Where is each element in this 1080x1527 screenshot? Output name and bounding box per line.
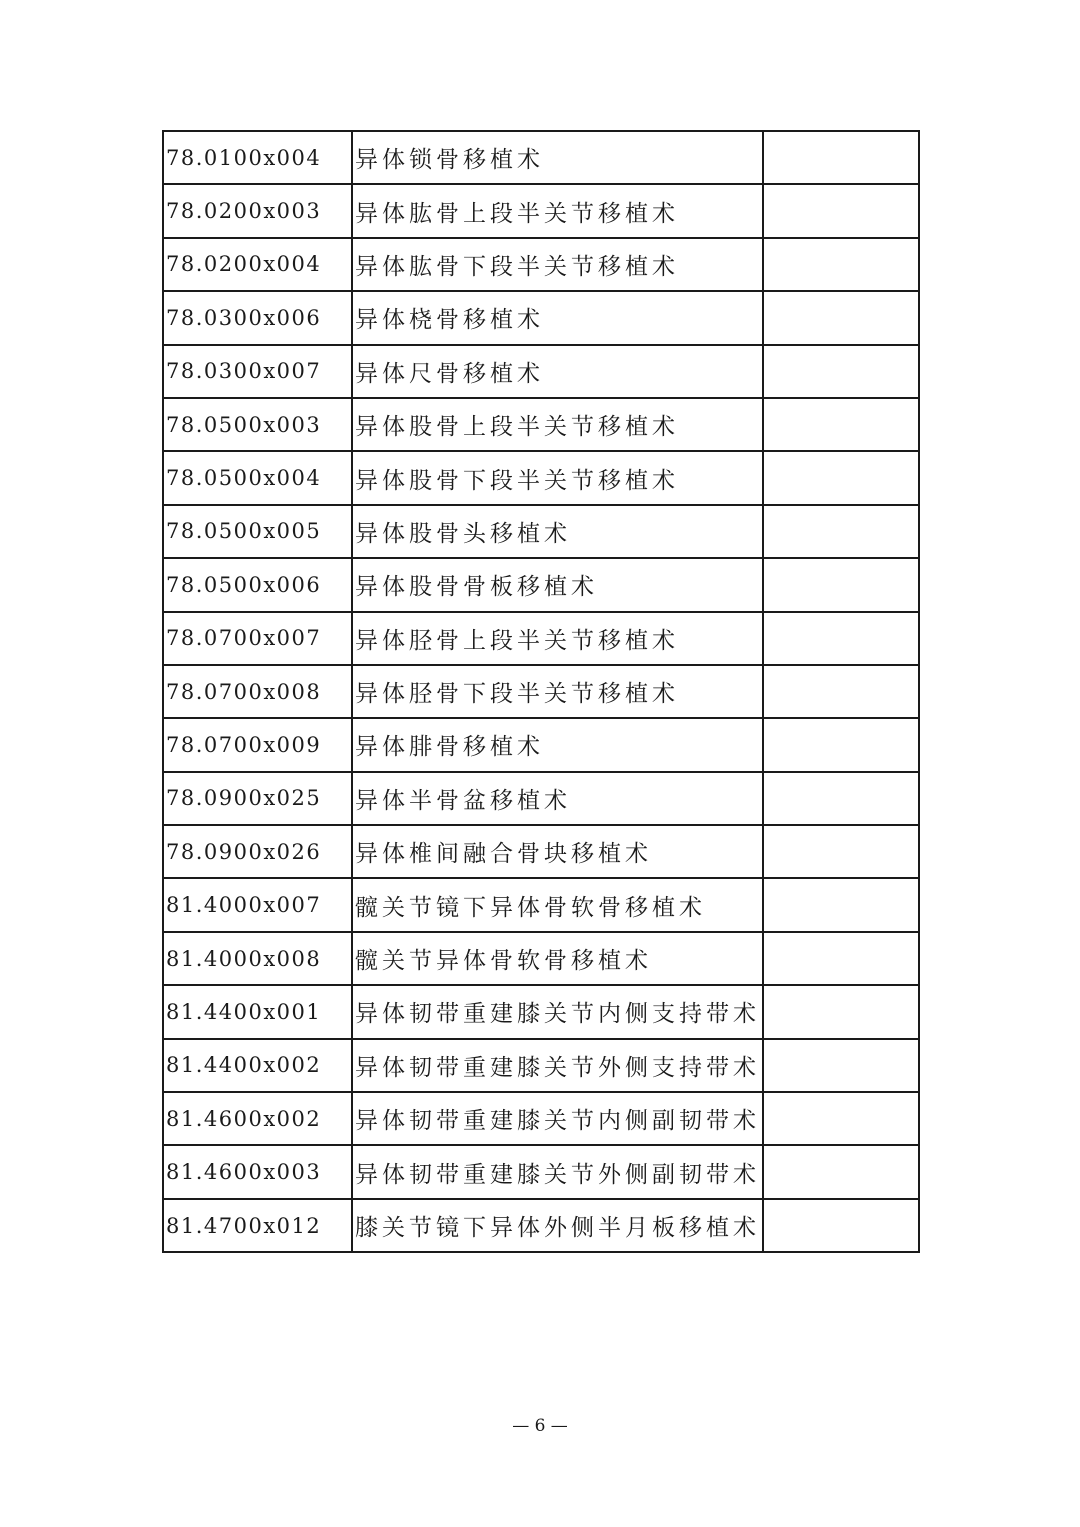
empty-cell [763,238,919,291]
procedure-code-cell: 81.4600x003 [163,1145,352,1198]
table-row [163,932,919,985]
table-row [163,398,919,451]
empty-cell [763,1039,919,1092]
procedure-name-cell: 膝关节镜下异体外侧半月板移植术 [352,1199,763,1252]
table-row [163,772,919,825]
empty-cell [763,184,919,237]
procedure-name-cell: 异体股骨下段半关节移植术 [352,451,763,504]
procedure-name-cell: 异体股骨骨板移植术 [352,558,763,611]
procedure-code-cell: 78.0500x004 [163,451,352,504]
table-row [163,345,919,398]
table-row [163,1039,919,1092]
procedure-code-cell: 78.0500x003 [163,398,352,451]
procedure-code-cell: 78.0300x006 [163,291,352,344]
procedure-code-cell: 78.0500x006 [163,558,352,611]
empty-cell [763,772,919,825]
empty-cell [763,1145,919,1198]
empty-cell [763,505,919,558]
procedure-name-cell: 异体肱骨下段半关节移植术 [352,238,763,291]
procedure-code-cell: 81.4400x002 [163,1039,352,1092]
procedure-name-cell: 髋关节镜下异体骨软骨移植术 [352,878,763,931]
procedure-code-cell: 78.0900x026 [163,825,352,878]
procedure-code-cell: 78.0900x025 [163,772,352,825]
table-row [163,1199,919,1252]
table-row [163,505,919,558]
empty-cell [763,932,919,985]
empty-cell [763,558,919,611]
procedure-name-cell: 异体尺骨移植术 [352,345,763,398]
empty-cell [763,718,919,771]
procedure-code-cell: 81.4600x002 [163,1092,352,1145]
procedure-name-cell: 髋关节异体骨软骨移植术 [352,932,763,985]
procedure-name-cell: 异体腓骨移植术 [352,718,763,771]
procedure-code-cell: 78.0700x008 [163,665,352,718]
empty-cell [763,878,919,931]
procedure-code-cell: 78.0500x005 [163,505,352,558]
empty-cell [763,345,919,398]
table-row [163,878,919,931]
procedure-name-cell: 异体韧带重建膝关节内侧副韧带术 [352,1092,763,1145]
procedure-name-cell: 异体锁骨移植术 [352,131,763,184]
procedure-code-cell: 78.0300x007 [163,345,352,398]
empty-cell [763,612,919,665]
table-row [163,184,919,237]
procedure-code-cell: 81.4700x012 [163,1199,352,1252]
empty-cell [763,451,919,504]
procedure-name-cell: 异体韧带重建膝关节外侧支持带术 [352,1039,763,1092]
empty-cell [763,825,919,878]
procedure-code-cell: 81.4000x007 [163,878,352,931]
procedure-table [162,130,920,1253]
procedure-name-cell: 异体半骨盆移植术 [352,772,763,825]
empty-cell [763,291,919,344]
procedure-code-cell: 78.0700x007 [163,612,352,665]
table-row [163,131,919,184]
empty-cell [763,131,919,184]
empty-cell [763,1199,919,1252]
procedure-code-cell: 78.0200x004 [163,238,352,291]
procedure-name-cell: 异体股骨头移植术 [352,505,763,558]
procedure-name-cell: 异体胫骨下段半关节移植术 [352,665,763,718]
procedure-name-cell: 异体椎间融合骨块移植术 [352,825,763,878]
procedure-name-cell: 异体肱骨上段半关节移植术 [352,184,763,237]
table-row [163,238,919,291]
table-row [163,558,919,611]
table-row [163,291,919,344]
empty-cell [763,398,919,451]
procedure-code-cell: 81.4000x008 [163,932,352,985]
empty-cell [763,985,919,1038]
procedure-name-cell: 异体韧带重建膝关节内侧支持带术 [352,985,763,1038]
page-number: — 6 — [512,1416,568,1436]
table-row [163,612,919,665]
procedure-table-body [163,131,919,1252]
procedure-code-cell: 81.4400x001 [163,985,352,1038]
table-row [163,825,919,878]
procedure-name-cell: 异体韧带重建膝关节外侧副韧带术 [352,1145,763,1198]
table-row [163,451,919,504]
procedure-code-cell: 78.0200x003 [163,184,352,237]
table-row [163,985,919,1038]
procedure-code-cell: 78.0100x004 [163,131,352,184]
procedure-name-cell: 异体桡骨移植术 [352,291,763,344]
empty-cell [763,665,919,718]
procedure-code-cell: 78.0700x009 [163,718,352,771]
table-row [163,718,919,771]
table-row [163,1145,919,1198]
procedure-name-cell: 异体胫骨上段半关节移植术 [352,612,763,665]
table-row [163,665,919,718]
procedure-name-cell: 异体股骨上段半关节移植术 [352,398,763,451]
empty-cell [763,1092,919,1145]
table-row [163,1092,919,1145]
